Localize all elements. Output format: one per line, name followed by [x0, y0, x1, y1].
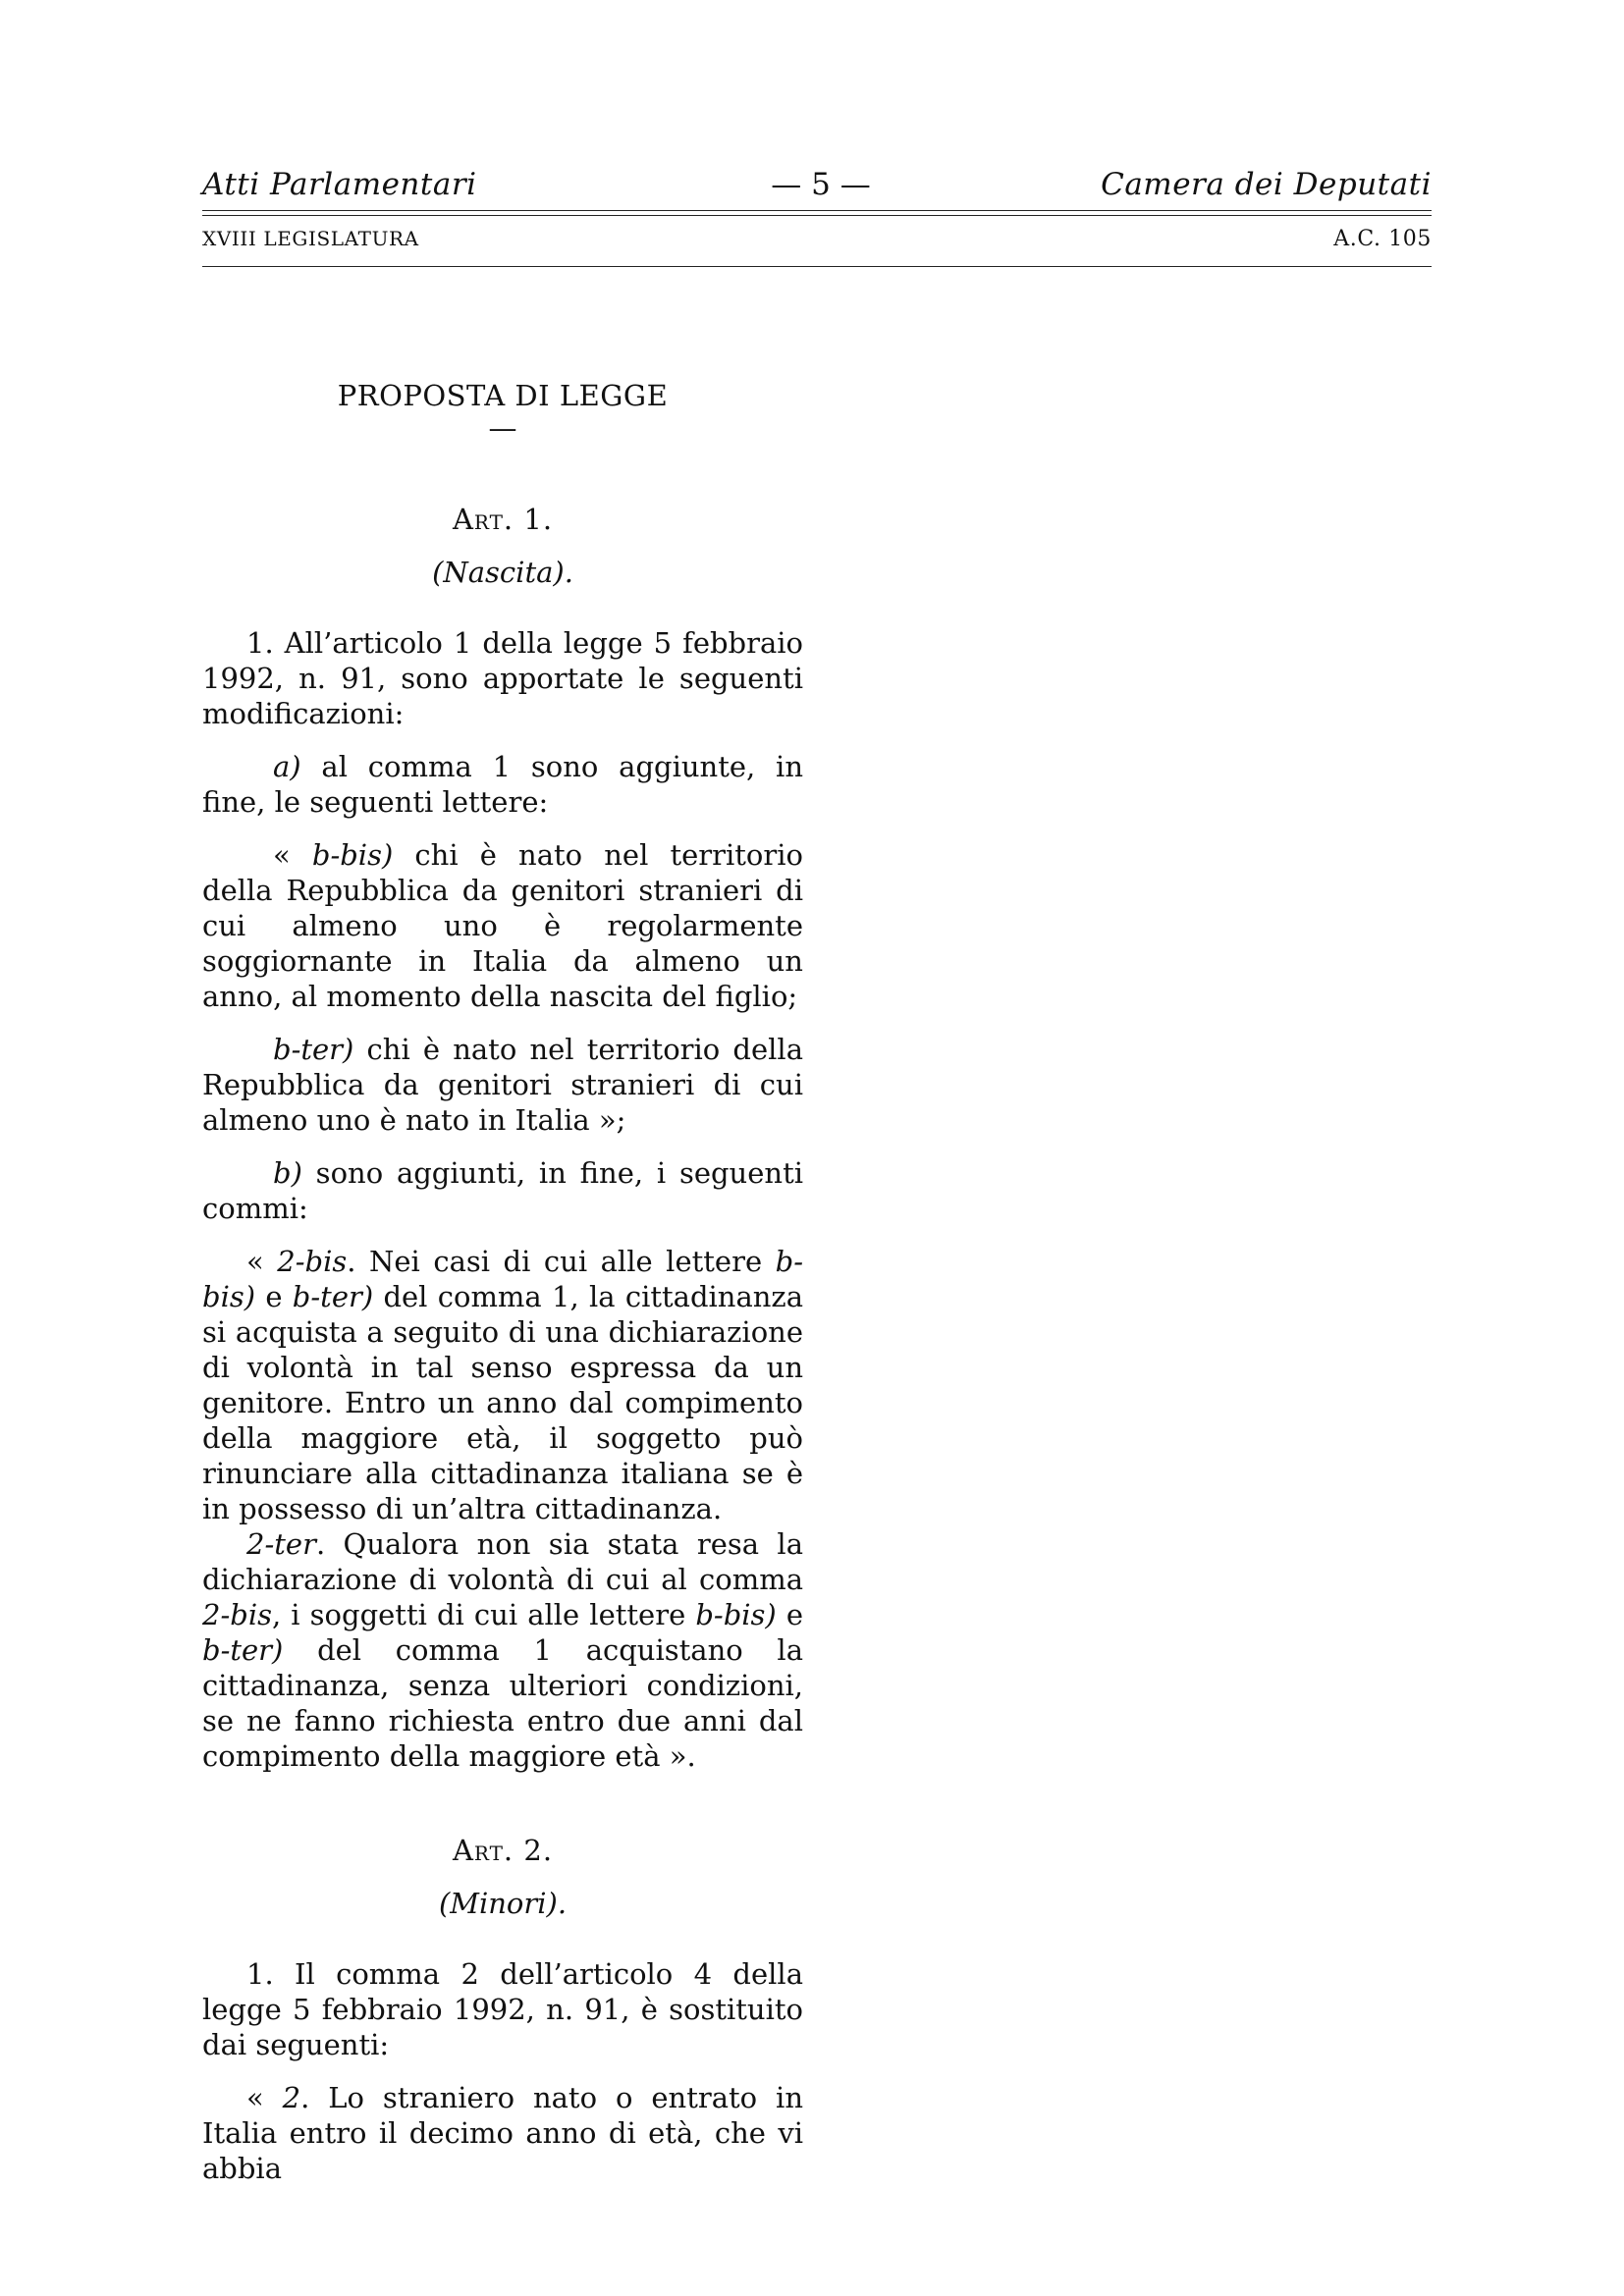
comma-2-bis-text-3: del comma 1, la cittadinanza si acquista a seguito di una dichiarazione di volontà in tal senso espressa da un genitore. Entro un anno dal compimento della maggiore età, il soggetto può rinunciare alla cittadinanza italiana se è in possesso di un’altra cittadinanza.: [202, 1280, 803, 1525]
comma-2-bis-text-1: . Nei casi di cui alle lettere: [347, 1245, 776, 1278]
item-a-marker: a): [273, 750, 301, 783]
running-head: [202, 167, 1432, 206]
ref-2-bis: 2-bis: [202, 1598, 272, 1631]
item-b-bis-marker: b-bis): [311, 838, 394, 872]
comma-2-text: . Lo straniero nato o entrato in Italia entro il decimo anno di età, che vi abbia: [202, 2081, 803, 2185]
article-2-label-text: Art. 2.: [452, 1834, 554, 1867]
article-2-paragraph-1: 1. Il comma 2 dell’articolo 4 della legge 5 febbraio 1992, n. 91, è sostituito dai seguenti:: [202, 1957, 803, 2061]
title-dash: —: [488, 411, 517, 445]
act-number: A.C. 105: [1333, 227, 1432, 251]
ref-b-bis: b-bis): [202, 1245, 803, 1313]
comma-2-ter-marker: 2-ter: [246, 1527, 316, 1561]
page-number: — 5 —: [771, 167, 871, 202]
article-1-item-a: [202, 749, 803, 820]
comma-2-ter-text-3: e: [776, 1598, 803, 1631]
article-1-item-b-bis: [202, 837, 803, 1014]
ref-b-ter: b-ter): [292, 1280, 374, 1313]
article-1-item-b: [202, 1155, 803, 1226]
subheader-rule: [202, 266, 1432, 267]
item-b-ter-text: chi è nato nel territorio della Repubblica da genitori stranieri di cui almeno uno è nato in Italia »;: [202, 1033, 803, 1137]
text-column: [202, 378, 803, 2186]
article-2-rubric: (Minori).: [438, 1887, 568, 1920]
article-1-item-b-ter: [202, 1032, 803, 1138]
article-1-comma-2-ter: [202, 1526, 803, 1774]
quote-open: «: [246, 2081, 283, 2114]
article-1-label: [202, 502, 803, 537]
ref-b-bis-2: b-bis): [695, 1598, 777, 1631]
quote-open: «: [273, 838, 312, 872]
article-2-comma-2: [202, 2080, 803, 2186]
item-a-text: al comma 1 sono aggiunte, in fine, le seguenti lettere:: [202, 750, 803, 819]
item-b-text: sono aggiunti, in fine, i seguenti commi:: [202, 1156, 803, 1225]
subheader: [202, 227, 1432, 256]
comma-2-bis-text-2: e: [255, 1280, 293, 1313]
header-right: Camera dei Deputati: [1101, 167, 1432, 202]
article-1-rubric: (Nascita).: [432, 556, 573, 589]
item-b-ter-marker: b-ter): [273, 1033, 354, 1066]
item-b-marker: b): [273, 1156, 302, 1190]
comma-2-ter-text-1: . Qualora non sia stata resa la dichiarazione di volontà di cui al comma: [202, 1527, 803, 1596]
article-1-comma-2-bis: [202, 1244, 803, 1526]
header-double-rule: [202, 210, 1432, 216]
header-left: Atti Parlamentari: [202, 167, 477, 202]
comma-2-bis-marker: 2-bis: [277, 1245, 348, 1278]
comma-2-ter-text-4: del comma 1 acquistano la cittadinanza, senza ulteriori condizioni, se ne fanno richiesta entro due anni dal compimento della maggiore età ».: [202, 1633, 803, 1773]
comma-2-ter-text-2: , i soggetti di cui alle lettere: [271, 1598, 696, 1631]
article-1-paragraph-1: 1. All’articolo 1 della legge 5 febbraio 1992, n. 91, sono apportate le seguenti modificazioni:: [202, 626, 803, 730]
article-2-label: [202, 1833, 803, 1868]
comma-2-marker: 2: [282, 2081, 301, 2114]
legislature-label: XVIII LEGISLATURA: [202, 227, 419, 250]
quote-open: «: [246, 1245, 278, 1278]
article-1-label-text: Art. 1.: [452, 503, 554, 536]
document-title: PROPOSTA DI LEGGE: [337, 379, 669, 412]
ref-b-ter-2: b-ter): [202, 1633, 284, 1667]
item-b-bis-text: chi è nato nel territorio della Repubblica da genitori stranieri di cui almeno uno è regolarmente soggiornante in Italia da almeno un anno, al momento della nascita del figlio;: [202, 838, 803, 1013]
